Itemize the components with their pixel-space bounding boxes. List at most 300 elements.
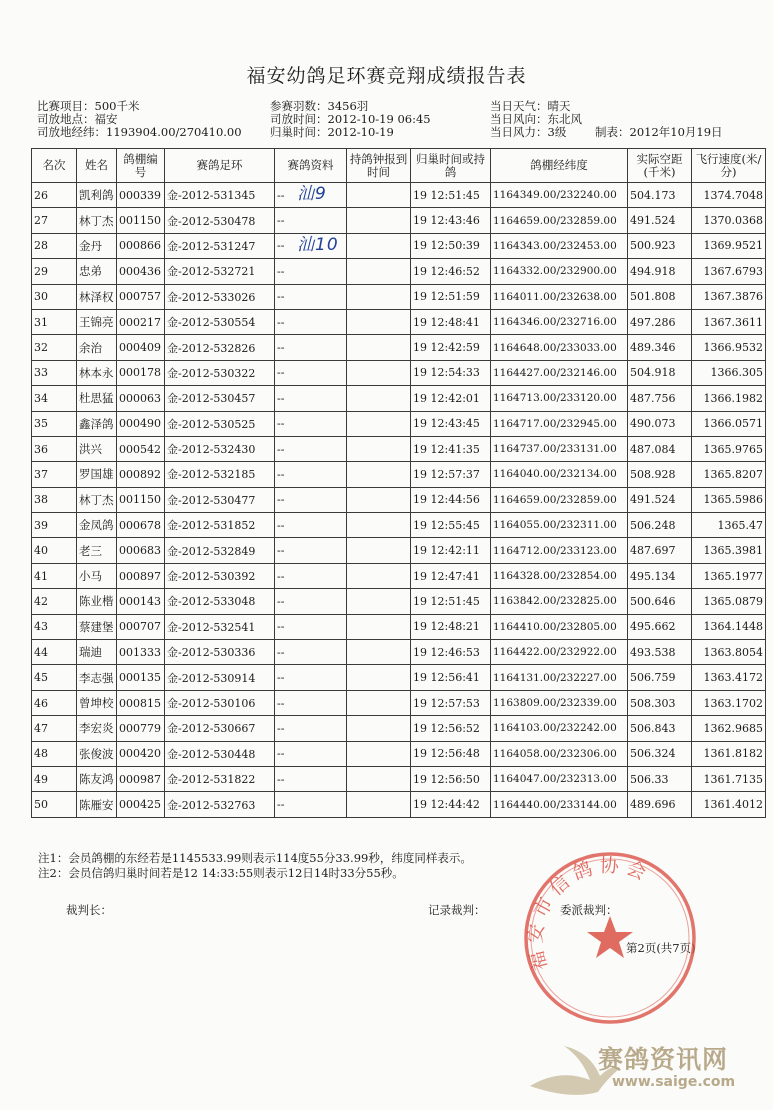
- return-day: 19: [413, 569, 427, 583]
- loft-id-cell: 001333: [117, 640, 165, 665]
- note-2: 注2：会员信鸽归巢时间若是12 14:33:55则表示12日14时33分55秒。: [38, 866, 404, 880]
- ring-number-cell: 金-2012-532849: [165, 538, 275, 563]
- clock-report-cell: [347, 640, 411, 665]
- rank-cell: 45: [32, 665, 77, 690]
- loft-id-cell: 000178: [117, 360, 165, 385]
- name-cell: 鑫泽鸽: [77, 411, 117, 436]
- speed-cell: 1367.6793: [692, 259, 766, 284]
- info-cell: [275, 792, 347, 817]
- distance-cell: 489.346: [628, 335, 692, 360]
- return-day: 19: [413, 798, 427, 812]
- coordinates-cell: 1164343.00/232453.00: [491, 233, 628, 258]
- return-day: 19: [413, 417, 427, 431]
- clock-report-cell: [347, 690, 411, 715]
- coordinates-cell: 1164713.00/233120.00: [491, 386, 628, 411]
- distance-cell: 504.173: [628, 183, 692, 208]
- loft-id-cell: 000409: [117, 335, 165, 360]
- info-value: --: [277, 214, 285, 228]
- return-day: 19: [413, 620, 427, 634]
- col-header: 持鸽钟报到时间: [347, 149, 411, 183]
- info-value: --: [277, 798, 285, 812]
- return-time-cell: [411, 411, 491, 436]
- clock-report-cell: [347, 360, 411, 385]
- return-time-cell: [411, 259, 491, 284]
- meta-return-time: 归巢时间：2012-10-19: [270, 125, 394, 139]
- results-table: [31, 148, 766, 818]
- speed-cell: 1365.47: [692, 513, 766, 538]
- coordinates-cell: 1164659.00/232859.00: [491, 487, 628, 512]
- rank-cell: 26: [32, 183, 77, 208]
- name-cell: 金凤鸽: [77, 513, 117, 538]
- loft-id-cell: 000542: [117, 436, 165, 461]
- clock-report-cell: [347, 208, 411, 233]
- clock-report-cell: [347, 538, 411, 563]
- ring-number-cell: 金-2012-530914: [165, 665, 275, 690]
- info-value: --: [277, 417, 285, 431]
- speed-cell: 1361.7135: [692, 766, 766, 791]
- info-cell: [275, 284, 347, 309]
- clock-report-cell: [347, 309, 411, 334]
- rank-cell: 37: [32, 462, 77, 487]
- rank-cell: 44: [32, 640, 77, 665]
- info-cell: [275, 690, 347, 715]
- distance-cell: 497.286: [628, 309, 692, 334]
- return-time-cell: [411, 284, 491, 309]
- return-day: 19: [413, 315, 427, 329]
- info-cell: [275, 487, 347, 512]
- info-cell: [275, 538, 347, 563]
- return-clock: 12:44:42: [430, 798, 480, 812]
- name-cell: 罗国雄: [77, 462, 117, 487]
- ring-number-cell: 金-2012-530477: [165, 487, 275, 512]
- info-cell: [275, 411, 347, 436]
- distance-cell: 489.696: [628, 792, 692, 817]
- loft-id-cell: 000779: [117, 716, 165, 741]
- return-time-cell: [411, 538, 491, 563]
- table-row: [32, 690, 766, 715]
- coordinates-cell: 1164055.00/232311.00: [491, 513, 628, 538]
- speed-cell: 1365.5986: [692, 487, 766, 512]
- clock-report-cell: [347, 487, 411, 512]
- info-cell: [275, 436, 347, 461]
- coordinates-cell: 1164011.00/232638.00: [491, 284, 628, 309]
- return-time-cell: [411, 716, 491, 741]
- info-cell: [275, 614, 347, 639]
- loft-id-cell: 000063: [117, 386, 165, 411]
- clock-report-cell: [347, 259, 411, 284]
- name-cell: 曾坤校: [77, 690, 117, 715]
- ring-number-cell: 金-2012-531822: [165, 766, 275, 791]
- speed-cell: 1363.8054: [692, 640, 766, 665]
- return-clock: 12:57:53: [430, 696, 480, 710]
- page-indicator: 第2页(共7页): [626, 941, 696, 955]
- table-header-row: [32, 149, 766, 183]
- table-row: [32, 309, 766, 334]
- ring-number-cell: 金-2012-530106: [165, 690, 275, 715]
- ring-number-cell: 金-2012-533048: [165, 589, 275, 614]
- name-cell: 林本永: [77, 360, 117, 385]
- name-cell: 老三: [77, 538, 117, 563]
- info-value: --: [277, 493, 285, 507]
- name-cell: 凯利鸽: [77, 183, 117, 208]
- info-value: --: [277, 772, 285, 786]
- table-row: [32, 792, 766, 817]
- info-cell: [275, 665, 347, 690]
- ring-number-cell: 金-2012-530457: [165, 386, 275, 411]
- coordinates-cell: 1164440.00/233144.00: [491, 792, 628, 817]
- col-header: 姓名: [77, 149, 117, 183]
- name-cell: 林泽权: [77, 284, 117, 309]
- meta-weather: 当日天气：晴天: [490, 99, 571, 113]
- return-time-cell: [411, 487, 491, 512]
- return-day: 19: [413, 594, 427, 608]
- loft-id-cell: 000987: [117, 766, 165, 791]
- name-cell: 小马: [77, 563, 117, 588]
- info-value: --: [277, 442, 285, 456]
- clock-report-cell: [347, 335, 411, 360]
- info-value: --: [277, 467, 285, 481]
- loft-id-cell: 000815: [117, 690, 165, 715]
- speed-cell: 1366.305: [692, 360, 766, 385]
- name-cell: 陈业楷: [77, 589, 117, 614]
- rank-cell: 48: [32, 741, 77, 766]
- svg-text:福安市信鸽协会: [524, 855, 655, 973]
- info-cell: [275, 462, 347, 487]
- loft-id-cell: 000866: [117, 233, 165, 258]
- meta-entries: 参赛羽数：3456羽: [270, 99, 369, 113]
- return-time-cell: [411, 766, 491, 791]
- speed-cell: 1365.9765: [692, 436, 766, 461]
- ring-number-cell: 金-2012-530554: [165, 309, 275, 334]
- table-row: [32, 487, 766, 512]
- table-row: [32, 665, 766, 690]
- return-clock: 12:55:45: [430, 518, 480, 532]
- speed-cell: 1361.8182: [692, 741, 766, 766]
- distance-cell: 494.918: [628, 259, 692, 284]
- speed-cell: 1370.0368: [692, 208, 766, 233]
- return-day: 19: [413, 214, 427, 228]
- ring-number-cell: 金-2012-530336: [165, 640, 275, 665]
- name-cell: 张俊波: [77, 741, 117, 766]
- info-value: --: [277, 594, 285, 608]
- meta-release-coords: 司放地经纬：1193904.00/270410.00: [37, 125, 242, 139]
- rank-cell: 33: [32, 360, 77, 385]
- rank-cell: 49: [32, 766, 77, 791]
- loft-id-cell: 000678: [117, 513, 165, 538]
- distance-cell: 506.33: [628, 766, 692, 791]
- speed-cell: 1365.8207: [692, 462, 766, 487]
- table-row: [32, 436, 766, 461]
- rank-cell: 38: [32, 487, 77, 512]
- col-header: 赛鸽资料: [275, 149, 347, 183]
- coordinates-cell: 1164131.00/232227.00: [491, 665, 628, 690]
- return-clock: 12:51:45: [430, 188, 480, 202]
- loft-id-cell: 001150: [117, 208, 165, 233]
- table-row: [32, 614, 766, 639]
- name-cell: 李宏炎: [77, 716, 117, 741]
- name-cell: 蔡建堡: [77, 614, 117, 639]
- info-value: --: [277, 544, 285, 558]
- clock-report-cell: [347, 284, 411, 309]
- return-time-cell: [411, 563, 491, 588]
- distance-cell: 491.524: [628, 208, 692, 233]
- clock-report-cell: [347, 462, 411, 487]
- col-header: 名次: [32, 149, 77, 183]
- name-cell: 陈友鸿: [77, 766, 117, 791]
- clock-report-cell: [347, 386, 411, 411]
- return-clock: 12:54:33: [430, 366, 480, 380]
- info-value: --: [277, 341, 285, 355]
- official-seal-stamp: [520, 848, 700, 1028]
- name-cell: 林丁杰: [77, 487, 117, 512]
- coordinates-cell: 1164346.00/232716.00: [491, 309, 628, 334]
- clock-report-cell: [347, 233, 411, 258]
- info-value: --: [277, 721, 285, 735]
- coordinates-cell: 1164349.00/232240.00: [491, 183, 628, 208]
- table-row: [32, 233, 766, 258]
- name-cell: 林丁杰: [77, 208, 117, 233]
- ring-number-cell: 金-2012-532826: [165, 335, 275, 360]
- loft-id-cell: 000420: [117, 741, 165, 766]
- rank-cell: 39: [32, 513, 77, 538]
- return-time-cell: [411, 589, 491, 614]
- return-clock: 12:56:50: [430, 772, 480, 786]
- name-cell: 金丹: [77, 233, 117, 258]
- ring-number-cell: 金-2012-532721: [165, 259, 275, 284]
- meta-wind-force: 当日风力：3级: [490, 125, 567, 139]
- clock-report-cell: [347, 665, 411, 690]
- return-day: 19: [413, 721, 427, 735]
- table-row: [32, 640, 766, 665]
- ring-number-cell: 金-2012-532541: [165, 614, 275, 639]
- speed-cell: 1363.1702: [692, 690, 766, 715]
- return-day: 19: [413, 493, 427, 507]
- coordinates-cell: 1164712.00/233123.00: [491, 538, 628, 563]
- info-value: --: [277, 315, 285, 329]
- rank-cell: 27: [32, 208, 77, 233]
- watermark-url: www.saige.com: [612, 1074, 736, 1090]
- distance-cell: 495.134: [628, 563, 692, 588]
- coordinates-cell: 1164328.00/232854.00: [491, 563, 628, 588]
- loft-id-cell: 000897: [117, 563, 165, 588]
- info-value: --: [277, 696, 285, 710]
- clock-report-cell: [347, 183, 411, 208]
- distance-cell: 501.808: [628, 284, 692, 309]
- info-cell: [275, 208, 347, 233]
- table-row: [32, 716, 766, 741]
- return-day: 19: [413, 518, 427, 532]
- col-header: 鸽棚经纬度: [491, 149, 628, 183]
- speed-cell: 1364.1448: [692, 614, 766, 639]
- loft-id-cell: 000757: [117, 284, 165, 309]
- table-row: [32, 335, 766, 360]
- info-value: --: [277, 366, 285, 380]
- distance-cell: 491.524: [628, 487, 692, 512]
- ring-number-cell: 金-2012-530478: [165, 208, 275, 233]
- loft-id-cell: 000683: [117, 538, 165, 563]
- return-clock: 12:42:59: [430, 341, 480, 355]
- table-row: [32, 538, 766, 563]
- report-title: 福安幼鸽足环赛竞翔成绩报告表: [246, 65, 527, 87]
- ring-number-cell: 金-2012-530392: [165, 563, 275, 588]
- table-row: [32, 589, 766, 614]
- coordinates-cell: 1164659.00/232859.00: [491, 208, 628, 233]
- return-day: 19: [413, 467, 427, 481]
- info-cell: [275, 309, 347, 334]
- loft-id-cell: 000135: [117, 665, 165, 690]
- name-cell: 王锦亮: [77, 309, 117, 334]
- coordinates-cell: 1164427.00/232146.00: [491, 360, 628, 385]
- return-day: 19: [413, 442, 427, 456]
- ring-number-cell: 金-2012-531345: [165, 183, 275, 208]
- loft-id-cell: 000892: [117, 462, 165, 487]
- table-row: [32, 411, 766, 436]
- col-header: 鸽棚编号: [117, 149, 165, 183]
- distance-cell: 487.756: [628, 386, 692, 411]
- info-cell: [275, 386, 347, 411]
- return-clock: 12:42:01: [430, 391, 480, 405]
- clock-report-cell: [347, 716, 411, 741]
- return-clock: 12:42:11: [430, 544, 480, 558]
- rank-cell: 30: [32, 284, 77, 309]
- info-cell: [275, 640, 347, 665]
- return-day: 19: [413, 290, 427, 304]
- rank-cell: 28: [32, 233, 77, 258]
- coordinates-cell: 1164332.00/232900.00: [491, 259, 628, 284]
- clock-report-cell: [347, 589, 411, 614]
- table-row: [32, 462, 766, 487]
- name-cell: 瑞迪: [77, 640, 117, 665]
- return-clock: 12:48:41: [430, 315, 480, 329]
- info-cell: [275, 183, 347, 208]
- col-header: 赛鸽足环: [165, 149, 275, 183]
- info-cell: [275, 513, 347, 538]
- ring-number-cell: 金-2012-530322: [165, 360, 275, 385]
- coordinates-cell: 1164717.00/232945.00: [491, 411, 628, 436]
- return-day: 19: [413, 696, 427, 710]
- clock-report-cell: [347, 411, 411, 436]
- loft-id-cell: 000143: [117, 589, 165, 614]
- return-time-cell: [411, 640, 491, 665]
- note-1: 注1：会员鸽棚的东经若是1145533.99则表示114度55分33.99秒，纬度同样表示。: [38, 851, 472, 865]
- name-cell: 余治: [77, 335, 117, 360]
- loft-id-cell: 000490: [117, 411, 165, 436]
- return-clock: 12:44:56: [430, 493, 480, 507]
- ring-number-cell: 金-2012-532185: [165, 462, 275, 487]
- results-table-body: [32, 183, 766, 818]
- loft-id-cell: 000425: [117, 792, 165, 817]
- col-header: 实际空距(千米): [628, 149, 692, 183]
- return-clock: 12:50:39: [430, 239, 480, 253]
- distance-cell: 506.843: [628, 716, 692, 741]
- coordinates-cell: 1164737.00/233131.00: [491, 436, 628, 461]
- meta-race-item: 比赛项目：500千米: [37, 99, 140, 113]
- distance-cell: 508.303: [628, 690, 692, 715]
- rank-cell: 29: [32, 259, 77, 284]
- speed-cell: 1362.9685: [692, 716, 766, 741]
- ring-number-cell: 金-2012-531852: [165, 513, 275, 538]
- distance-cell: 487.697: [628, 538, 692, 563]
- coordinates-cell: 1164058.00/232306.00: [491, 741, 628, 766]
- distance-cell: 487.084: [628, 436, 692, 461]
- info-cell: [275, 741, 347, 766]
- meta-wind-direction: 当日风向：东北风: [490, 112, 582, 126]
- return-clock: 12:47:41: [430, 569, 480, 583]
- rank-cell: 47: [32, 716, 77, 741]
- speed-cell: 1367.3611: [692, 309, 766, 334]
- meta-made-date: 制表：2012年10月19日: [595, 125, 723, 139]
- clock-report-cell: [347, 614, 411, 639]
- rank-cell: 41: [32, 563, 77, 588]
- coordinates-cell: 1164648.00/233033.00: [491, 335, 628, 360]
- distance-cell: 495.662: [628, 614, 692, 639]
- info-cell: [275, 360, 347, 385]
- coordinates-cell: 1164103.00/232242.00: [491, 716, 628, 741]
- ring-number-cell: 金-2012-532763: [165, 792, 275, 817]
- return-day: 19: [413, 645, 427, 659]
- coordinates-cell: 1164410.00/232805.00: [491, 614, 628, 639]
- clock-report-cell: [347, 741, 411, 766]
- ring-number-cell: 金-2012-531247: [165, 233, 275, 258]
- rank-cell: 34: [32, 386, 77, 411]
- rank-cell: 50: [32, 792, 77, 817]
- loft-id-cell: 000217: [117, 309, 165, 334]
- clock-report-cell: [347, 436, 411, 461]
- distance-cell: 504.918: [628, 360, 692, 385]
- return-clock: 12:46:53: [430, 645, 480, 659]
- info-value: --: [277, 290, 285, 304]
- table-row: [32, 284, 766, 309]
- loft-id-cell: 001150: [117, 487, 165, 512]
- return-clock: 12:48:21: [430, 620, 480, 634]
- col-header: 归巢时间或持鸽: [411, 149, 491, 183]
- return-day: 19: [413, 188, 427, 202]
- return-time-cell: [411, 690, 491, 715]
- assigned-judge-label: 委派裁判：: [560, 903, 618, 917]
- rank-cell: 46: [32, 690, 77, 715]
- distance-cell: 500.923: [628, 233, 692, 258]
- rank-cell: 36: [32, 436, 77, 461]
- return-day: 19: [413, 391, 427, 405]
- return-clock: 12:56:48: [430, 747, 480, 761]
- return-day: 19: [413, 747, 427, 761]
- coordinates-cell: 1164422.00/232922.00: [491, 640, 628, 665]
- info-cell: [275, 563, 347, 588]
- rank-cell: 35: [32, 411, 77, 436]
- info-cell: [275, 233, 347, 258]
- info-value: --: [277, 239, 285, 253]
- table-row: [32, 766, 766, 791]
- return-time-cell: [411, 741, 491, 766]
- return-day: 19: [413, 544, 427, 558]
- loft-id-cell: 000339: [117, 183, 165, 208]
- rank-cell: 42: [32, 589, 77, 614]
- return-day: 19: [413, 671, 427, 685]
- info-value: --: [277, 569, 285, 583]
- info-value: --: [277, 264, 285, 278]
- table-row: [32, 259, 766, 284]
- return-time-cell: [411, 233, 491, 258]
- info-cell: [275, 259, 347, 284]
- ring-number-cell: 金-2012-533026: [165, 284, 275, 309]
- distance-cell: 506.248: [628, 513, 692, 538]
- clock-report-cell: [347, 563, 411, 588]
- table-row: [32, 208, 766, 233]
- coordinates-cell: 1163842.00/232825.00: [491, 589, 628, 614]
- table-row: [32, 183, 766, 208]
- stamp-text: 福安市信鸽协会: [524, 854, 655, 973]
- clock-report-cell: [347, 766, 411, 791]
